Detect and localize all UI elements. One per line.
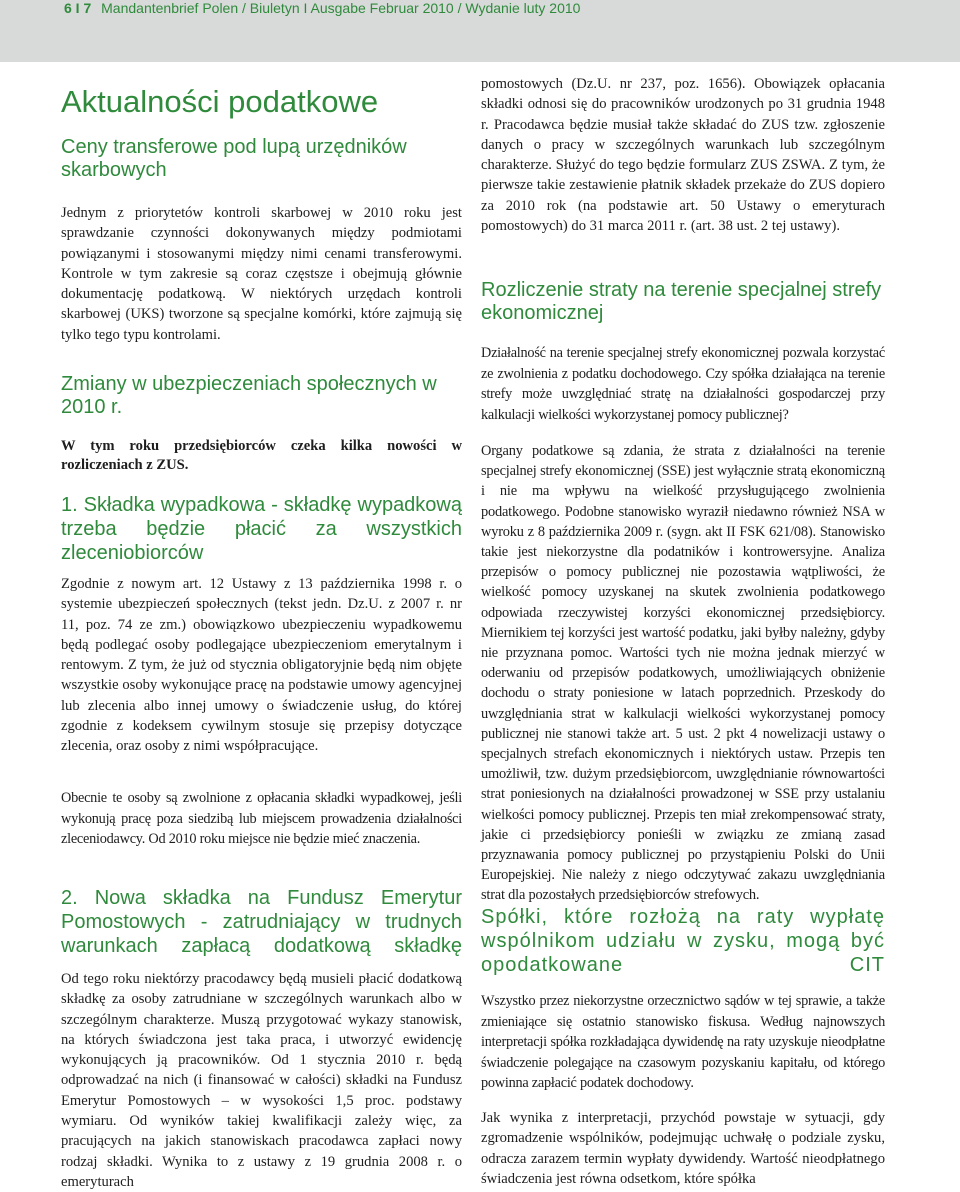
heading-sez-loss: Rozliczenie straty na terenie specjalnej strefy ekonomicznej <box>481 279 882 324</box>
heading-social-insurance: Zmiany w ubezpieczeniach społecznych w 2010 r. <box>61 373 437 418</box>
paragraph-transfer-pricing: Jednym z priorytetów kontroli skarbowej w 2010 roku jest sprawdzanie czynności dokonywanych między podmiotami powiązanymi i stosowanymi między nimi cenami transferowymi. Kontrole w tym zakresie są coraz częstsze i obejmują głównie dokumentację podatkową. W niektórych urzędach kontroli skarbowej (UKS) tworzone są specjalne komórki, które zajmują się tylko tego typu kontrolami. <box>61 205 462 343</box>
page-number: 6 I 7 <box>64 0 92 16</box>
heading-bridging-pension-fund: 2. Nowa składka na Fundusz Emerytur Pomostowych - zatrudniający w trudnych warunkach zapłacą dodatkową składkę <box>61 887 462 957</box>
paragraph-dividend-1: Wszystko przez niekorzystne orzecznictwo sądów w tej sprawie, a także zmieniające się ostatnio stanowisko fiskusa. Według najnowszych interpretacji spółka rozkładająca dywidendę na raty uzyskuje nieodpłatne świadczenie polegające na czasowym pozyskaniu kapitału, od którego powinna zapłacić podatek dochodowy. <box>481 993 885 1091</box>
heading-transfer-pricing: Ceny transferowe pod lupą urzędników skarbowych <box>61 136 407 181</box>
paragraph-exemption: Obecnie te osoby są zwolnione z opłacania składki wypadkowej, jeśli wykonują pracę poza siedzibą lub miejscem prowadzenia działalności zleceniodawcy. Od 2010 roku miejsce nie będzie mieć znaczenia. <box>61 790 462 847</box>
paragraph-sez-loss: Organy podatkowe są zdania, że strata z działalności na terenie specjalnej strefy ekonomicznej (SSE) jest wyłącznie stratą ekonomiczną i nie ma wpływu na wielkość przysługującego zwolnienia podatkowego. Podobne stanowisko wyraził niedawno również NSA w wyroku z 8 października 2009 r. (sygn. akt II FSK 621/08). Stanowisko takie jest niekorzystne dla podatników i kontrowersyjne. Analiza przepisów o pomocy publicznej nie pozostawia wątpliwości, że wielkość pomocy uzyskanej na skutek zwolnienia podatkowego odpowiada rzeczywistej korzyści ekonomicznej przedsiębiorcy. Miernikiem tej korzyści jest wartość podatku, jaki byłby należny, gdyby nie przyznana pomoc. Wartości tych nie można jednak mierzyć w oderwaniu od przepisów podatkowych, umożliwiających obniżenie dochodu o straty poniesione w latach poprzednich. Przeskody do uwzględniania strat w kalkulacji wielkości wykorzystanej pomocy publicznej nie stanowi także art. 5 ust. 2 pkt 4 nowelizacji ustawy o specjalnych strefach ekonomicznych i niektórych ustaw. Przepis ten umożliwił, tzw. dużym przedsiębiorcom, uwzględnianie równowartości strat poniesionych na działalności prowadzonej w SSE przy ustalaniu wielkości pomocy publicznej. Przepis ten miał zrekompensować straty, jakie ci przedsiębiorcy ponieśli w związku ze zmianą zasad przyznawania pomocy publicznej po przystąpieniu Polski do Unii Europejskiej. Nie należy z niego odczytywać zakazu uwzględniania strat dla pozostałych przedsiębiorców strefowych. <box>481 443 885 904</box>
lead-social-insurance: W tym roku przedsiębiorców czeka kilka nowości w rozliczeniach z ZUS. <box>61 438 462 473</box>
header-bar <box>0 0 960 62</box>
heading-dividend-installments: Spółki, które rozłożą na raty wypłatę wspólnikom udziału w zysku, mogą być opodatkowane CIT <box>481 906 885 976</box>
paragraph-accident-contribution: Zgodnie z nowym art. 12 Ustawy z 13 października 1998 r. o systemie ubezpieczeń społecznych (tekst jedn. Dz.U. z 2007 r. nr 11, poz. 74 ze zm.) obowiązkowo ubezpieczeniu wypadkowemu będą podlegać osoby podlegające ubezpieczeniom emerytalnym i rentowym. Z tym, że już od stycznia obligatoryjnie będą nim objęte wszystkie osoby wykonujące pracę na podstawie umowy agencyjnej lub zlecenia albo innej umowy o świadczenie usług, do której zgodnie z kodeksem cywilnym stosuje się przepisy dotyczące zlecenia, oraz osoby z nimi współpracujące. <box>61 576 462 755</box>
publication-title: Mandantenbrief Polen / Biuletyn I Ausgabe Februar 2010 / Wydanie luty 2010 <box>101 0 581 16</box>
lead-sez-loss: Działalność na terenie specjalnej strefy ekonomicznej pozwala korzystać ze zwolnienia z podatku dochodowego. Czy spółka działająca na terenie strefy może uwzględniać stratę na działalności gospodarczej przy kalkulacji wielkości wykorzystanej pomocy publicznej? <box>481 345 885 423</box>
paragraph-dividend-2: Jak wynika z interpretacji, przychód powstaje w sytuacji, gdy zgromadzenie wspólników, podejmując uchwałę o podziale zysku, odracza zarazem termin wypłaty dywidendy. Wartość nieodpłatnego świadczenia jest równa odsetkom, które spółka <box>481 1110 885 1187</box>
section-title: Aktualności podatkowe <box>61 84 379 119</box>
running-header <box>64 0 580 16</box>
paragraph-bridging-pension: Od tego roku niektórzy pracodawcy będą musieli płacić dodatkową składkę za osoby zatrudniane w szczególnych warunkach albo w szczególnym charakterze. Muszą przygotować wykazy stanowisk, na których świadczona jest taka praca, i utworzyć ewidencję wykonujących ją pracowników. Od 1 stycznia 2010 r. będą odprowadzać na nich (i finansować w całości) składki na Fundusz Emerytur Pomostowych – w wysokości 1,5 proc. podstawy wymiaru. Od wyników takiej kwalifikacji zależy więc, za pracujących na jakich stanowiskach pracodawca zapłaci nowy rodzaj składki. Wynika to z ustawy z 19 grudnia 2008 r. o emeryturach <box>61 971 462 1190</box>
heading-accident-contribution: 1. Składka wypadkowa - składkę wypadkową trzeba będzie płacić za wszystkich zleceniobiorców <box>61 494 462 564</box>
paragraph-bridging-pension-cont: pomostowych (Dz.U. nr 237, poz. 1656). Obowiązek opłacania składki odnosi się do pracowników urodzonych po 31 grudnia 1948 r. Pracodawca będzie musiał także składać do ZUS tzw. zgłoszenie danych o pracy w szczególnych warunkach lub szczególnym charakterze. Służyć do tego będzie formularz ZUS ZSWA. Z tym, że pierwsze takie zestawienie płatnik składek przekaże do ZUS dopiero za 2010 rok (na podstawie art. 50 Ustawy o emeryturach pomostowych) do 31 marca 2011 r. (art. 38 ust. 2 tej ustawy). <box>481 76 885 235</box>
